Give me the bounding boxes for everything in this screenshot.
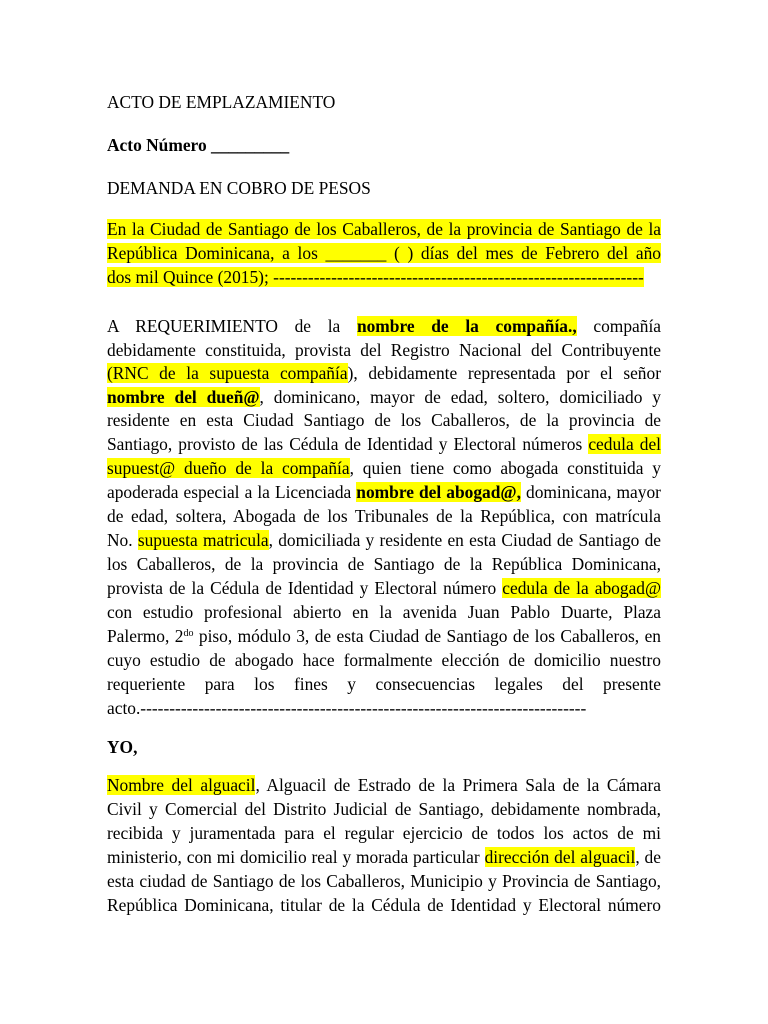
paragraph-line: apoderada especial a la Licenciada nombre del abogad@, dominicana, mayor	[107, 482, 661, 502]
paragraph-line: República Dominicana, titular de la Cédula de Identidad y Electoral número	[107, 895, 661, 915]
placeholder-lawyer-cedula: cedula de la abogad@	[502, 578, 661, 598]
paragraph-line: nombre del dueñ@, dominicano, mayor de edad, soltero, domiciliado y	[107, 387, 661, 407]
paragraph-line: Civil y Comercial del Distrito Judicial de Santiago, debidamente nombrada,	[107, 799, 661, 819]
paragraph-line: requeriente para los fines y consecuencias legales del presente	[107, 674, 661, 694]
paragraph-line: Palermo, $2^{do}$ piso, módulo 3, de esta Ciudad de Santiago de los Caballeros, en	[107, 626, 661, 646]
paragraph-line: de edad, soltera, Abogada de los Tribunales de la República, con matrícula	[107, 506, 661, 526]
document-subject: DEMANDA EN COBRO DE PESOS	[107, 178, 371, 198]
placeholder-company-name: nombre de la compañía.,	[356, 316, 577, 336]
paragraph-line: cuyo estudio de abogado hace formalmente elección de domicilio nuestro	[107, 650, 661, 670]
placeholder-owner-name: nombre del dueñ@	[107, 387, 260, 407]
placeholder-alguacil-name: Nombre del alguacil	[107, 775, 256, 795]
intro-line: dos mil Quince (2015); ----------------------------------------------------------------	[107, 267, 644, 287]
intro-line: En la Ciudad de Santiago de los Caballeros, de la provincia de Santiago de la	[107, 219, 661, 239]
document-title: ACTO DE EMPLAZAMIENTO	[107, 92, 336, 112]
paragraph-line: No. supuesta matricula, domiciliada y residente en esta Ciudad de Santiago de	[107, 530, 661, 550]
paragraph-line: (RNC de la supuesta compañía), debidamente representada por el señor	[107, 363, 661, 383]
placeholder-owner-cedula-cont: supuest@ dueño de la compañía	[107, 458, 350, 478]
placeholder-owner-cedula: cedula del	[588, 434, 661, 454]
paragraph-line: acto.-----------------------------------------------------------------------------	[107, 698, 587, 718]
intro-line: República Dominicana, a los _______ ( ) días del mes de Febrero del año	[107, 243, 661, 263]
paragraph-line: Santiago, provisto de las Cédula de Identidad y Electoral números cedula del	[107, 434, 661, 454]
placeholder-matricula: supuesta matricula	[137, 530, 269, 550]
paragraph-line: residente en esta Ciudad Santiago de los Caballeros, de la provincia de	[107, 410, 661, 430]
placeholder-rnc: (RNC de la supuesta compañía	[107, 363, 348, 383]
paragraph-line: con estudio profesional abierto en la avenida Juan Pablo Duarte, Plaza	[107, 602, 661, 622]
acto-numero: Acto Número _________	[107, 135, 290, 155]
paragraph-line: Nombre del alguacil, Alguacil de Estrado de la Primera Sala de la Cámara	[107, 775, 661, 795]
placeholder-lawyer-name: nombre del abogad@,	[356, 482, 521, 502]
paragraph-line: esta ciudad de Santiago de los Caballeros, Municipio y Provincia de Santiago,	[107, 871, 661, 891]
paragraph-line: supuest@ dueño de la compañía, quien tiene como abogada constituida y	[107, 458, 661, 478]
paragraph-line: A REQUERIMIENTO de la nombre de la compañía., compañía	[107, 316, 661, 336]
paragraph-line: ministerio, con mi domicilio real y morada particular dirección del alguacil, de	[107, 847, 661, 867]
paragraph-line: los Caballeros, de la provincia de Santiago de la República Dominicana,	[107, 554, 661, 574]
placeholder-alguacil-address: dirección del alguacil	[484, 847, 636, 867]
paragraph-line: debidamente constituida, provista del Registro Nacional del Contribuyente	[107, 340, 661, 360]
paragraph-line: recibida y juramentada para el regular ejercicio de todos los actos de mi	[107, 823, 661, 843]
yo-heading: YO,	[107, 737, 138, 757]
paragraph-line: provista de la Cédula de Identidad y Electoral número cedula de la abogad@	[107, 578, 661, 598]
